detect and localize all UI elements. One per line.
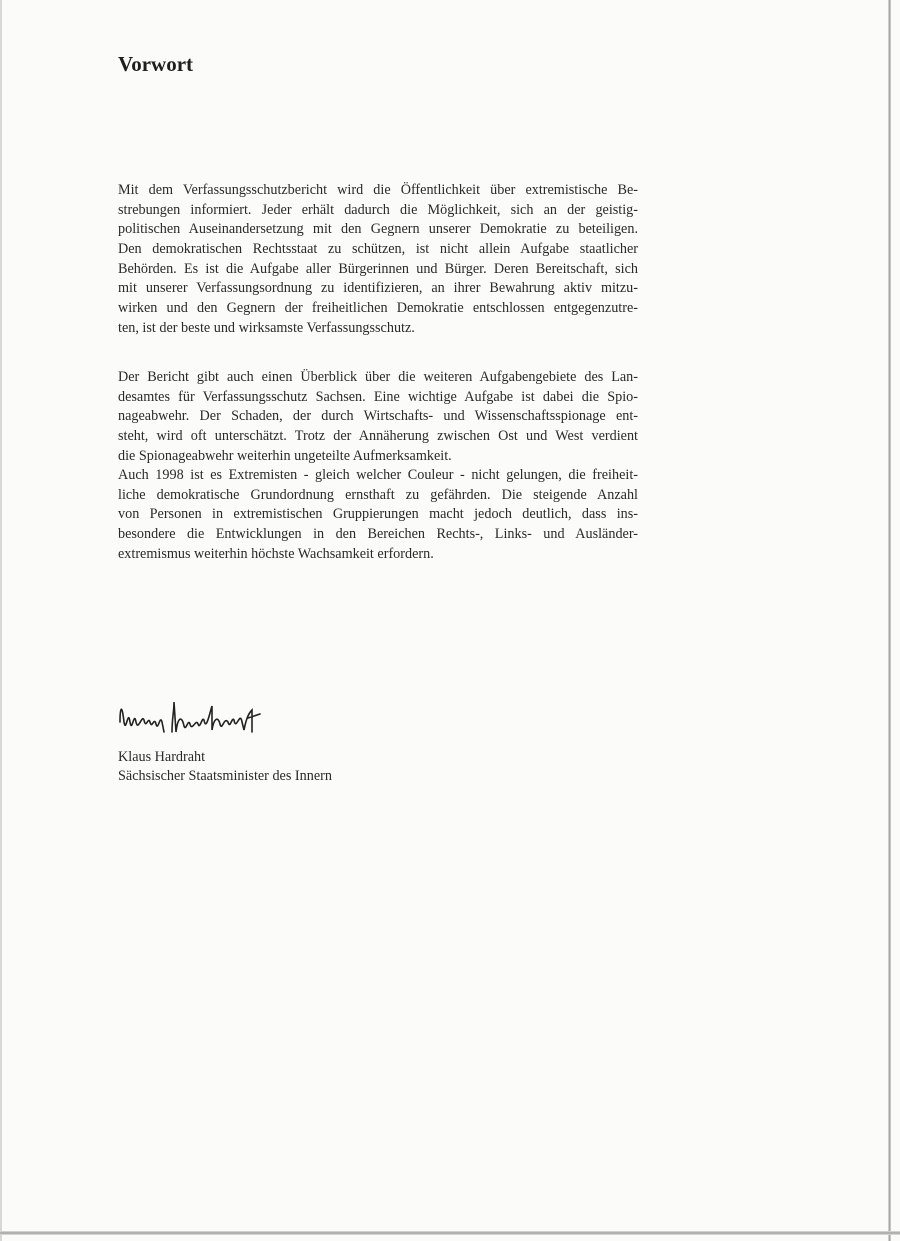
- handwritten-signature: [116, 692, 366, 747]
- text-line: desamtes für Verfassungsschutz Sachsen. Eine wichtige Aufgabe ist dabei die Spio-: [118, 388, 638, 405]
- signatory-role: Sächsischer Staatsminister des Innern: [118, 768, 332, 784]
- page-edge-bottom: [0, 1231, 900, 1235]
- text-line: politischen Auseinandersetzung mit den Gegnern unserer Demokratie zu beteiligen.: [118, 221, 638, 238]
- text-line: Mit dem Verfassungsschutzbericht wird die Öffentlichkeit über extremistische Be-: [118, 182, 638, 198]
- text-line: liche demokratische Grundordnung ernsthaft zu gefährden. Die steigende Anzahl: [118, 486, 638, 503]
- text-line: wirken und den Gegnern der freiheitlichen Demokratie entschlossen entgegenzutre-: [118, 300, 638, 317]
- paragraph-3: [118, 466, 638, 564]
- text-line: von Personen in extremistischen Gruppierungen macht jedoch deutlich, dass ins-: [118, 506, 638, 523]
- text-line: strebungen informiert. Jeder erhält dadurch die Möglichkeit, sich an der geistig-: [118, 201, 638, 218]
- text-line: Der Bericht gibt auch einen Überblick über die weiteren Aufgabengebiete des Lan-: [118, 369, 638, 385]
- paragraph-2: [118, 368, 638, 466]
- page-edge-right: [888, 0, 891, 1241]
- text-line: nageabwehr. Der Schaden, der durch Wirtschafts- und Wissenschaftsspionage ent-: [118, 408, 638, 425]
- text-line: ten, ist der beste und wirksamste Verfassungsschutz.: [118, 319, 415, 336]
- paragraph-1: [118, 181, 638, 339]
- text-line: besondere die Entwicklungen in den Bereichen Rechts-, Links- und Ausländer-: [118, 526, 638, 543]
- text-line: die Spionageabwehr weiterhin ungeteilte Aufmerksamkeit.: [118, 447, 452, 464]
- text-line: mit unserer Verfassungsordnung zu identifizieren, an ihrer Bewahrung aktiv mitzu-: [118, 280, 638, 297]
- signatory-name: Klaus Hardraht: [118, 749, 206, 765]
- page-edge-left: [0, 0, 2, 1241]
- signatory-block: [118, 748, 332, 786]
- text-line: extremismus weiterhin höchste Wachsamkeit erfordern.: [118, 545, 434, 562]
- text-line: Auch 1998 ist es Extremisten - gleich welcher Couleur - nicht gelungen, die freiheit-: [118, 467, 638, 483]
- text-line: steht, wird oft unterschätzt. Trotz der Annäherung zwischen Ost und West verdient: [118, 428, 638, 445]
- text-line: Behörden. Es ist die Aufgabe aller Bürgerinnen und Bürger. Deren Bereitschaft, sich: [118, 260, 638, 277]
- text-line: Den demokratischen Rechtsstaat zu schützen, ist nicht allein Aufgabe staatlicher: [118, 241, 638, 258]
- page-title: Vorwort: [118, 52, 194, 76]
